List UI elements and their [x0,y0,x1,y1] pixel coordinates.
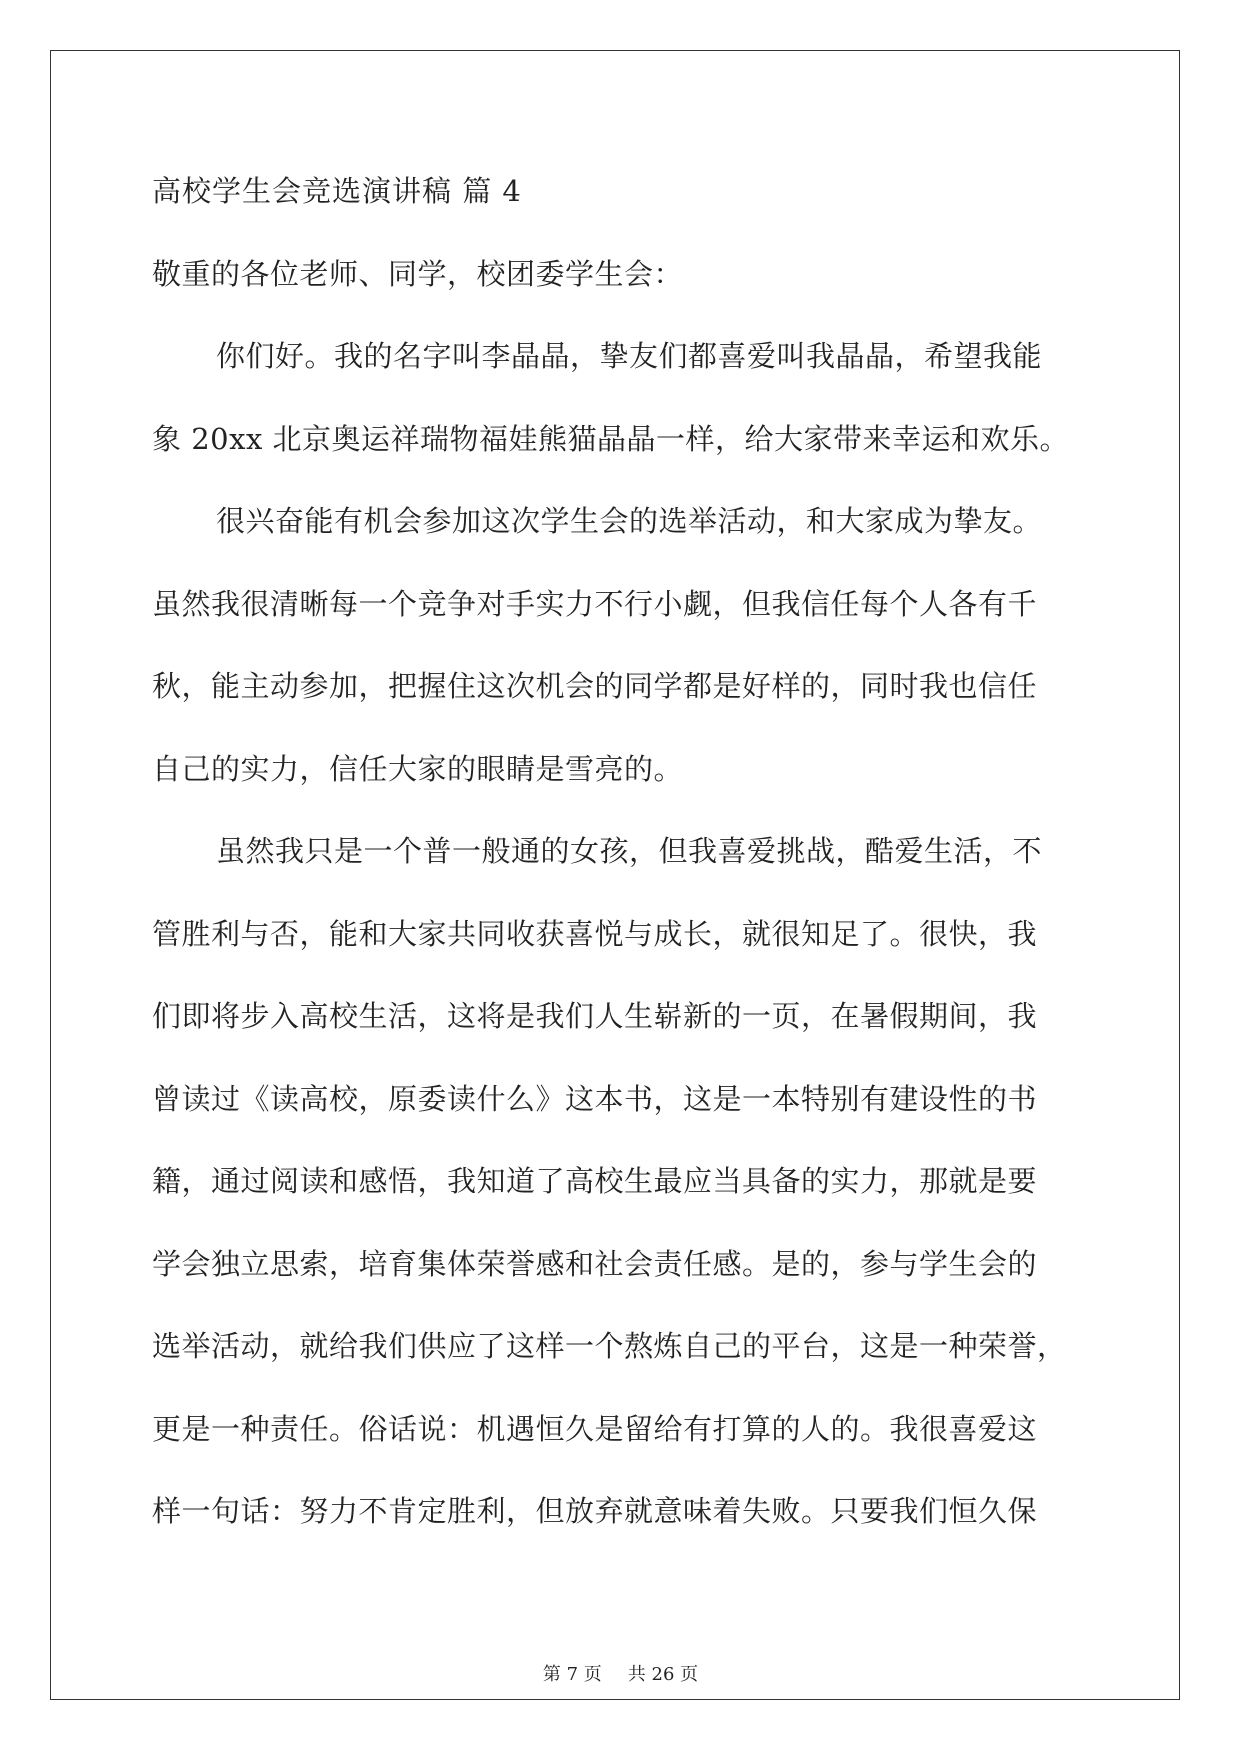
paragraph-line: 象 20xx 北京奥运祥瑞物福娃熊猫晶晶一样，给大家带来幸运和欢乐。 [152,421,1070,456]
paragraph-line: 很兴奋能有机会参加这次学生会的选举活动，和大家成为挚友。 [216,504,1043,538]
document-body [152,160,1092,1563]
page-total: 共 26 页 [627,1664,699,1685]
paragraph-line: 选举活动，就给我们供应了这样一个熬炼自己的平台，这是一种荣誉， [152,1329,1067,1363]
paragraph-line: 虽然我很清晰每一个竞争对手实力不行小觑，但我信任每个人各有千 [152,586,1038,621]
page-footer [0,1660,1241,1686]
paragraph-line: 更是一种责任。俗话说：机遇恒久是留给有打算的人的。我很喜爱这 [152,1411,1038,1446]
document-title: 高校学生会竞选演讲稿 篇 4 [152,174,522,208]
paragraph-line: 籍，通过阅读和感悟，我知道了高校生最应当具备的实力，那就是要 [152,1164,1038,1198]
paragraph-line: 们即将步入高校生活，这将是我们人生崭新的一页，在暑假期间，我 [152,999,1038,1033]
paragraph-line: 样一句话：努力不肯定胜利，但放弃就意味着失败。只要我们恒久保 [152,1494,1038,1528]
paragraph-line: 你们好。我的名字叫李晶晶，挚友们都喜爱叫我晶晶，希望我能 [216,339,1043,373]
page-number: 第 7 页 [542,1664,602,1685]
paragraph-line: 学会独立思索，培育集体荣誉感和社会责任感。是的，参与学生会的 [152,1246,1038,1281]
paragraph-line: 秋，能主动参加，把握住这次机会的同学都是好样的，同时我也信任 [152,669,1038,703]
salutation-line: 敬重的各位老师、同学，校团委学生会： [152,256,684,291]
paragraph-line: 曾读过《读高校，原委读什么》这本书，这是一本特别有建设性的书 [152,1081,1038,1116]
paragraph-line: 自己的实力，信任大家的眼睛是雪亮的。 [152,751,684,786]
paragraph-line: 虽然我只是一个普一般通的女孩，但我喜爱挑战，酷爱生活，不 [216,834,1043,868]
paragraph-line: 管胜利与否，能和大家共同收获喜悦与成长，就很知足了。很快，我 [152,916,1038,951]
